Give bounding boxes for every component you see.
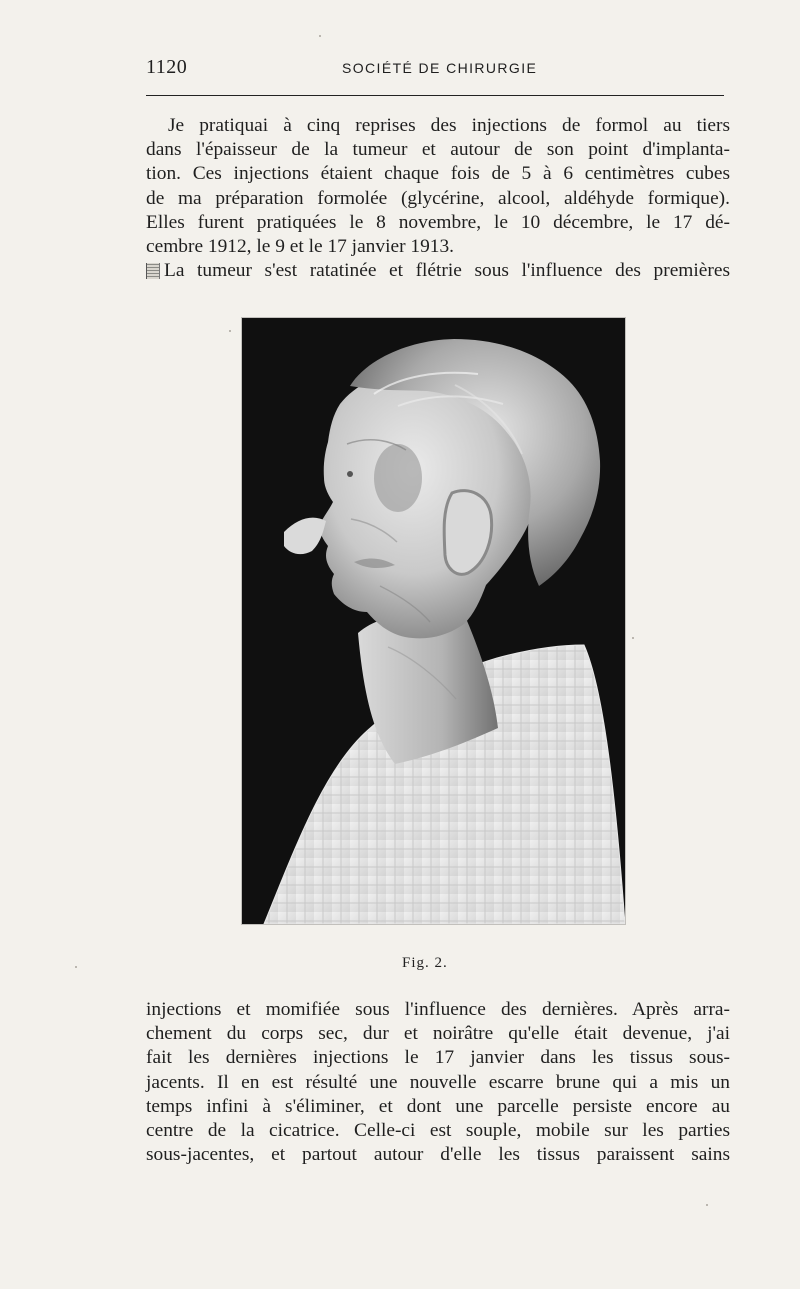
body-line: cembre 1912, le 9 et le 17 janvier 1913. [146,236,454,258]
header-rule [146,95,724,96]
body-line: sous-jacentes, et partout autour d'elle les tissus paraissent sains [146,1144,730,1166]
body-line: tion. Ces injections étaient chaque fois de 5 à 6 centimètres cubes [146,163,730,185]
portrait-illustration [242,318,625,924]
body-line: Je pratiquai à cinq reprises des injections de formol au tiers [168,115,730,136]
paper-speck [75,966,77,968]
body-line: temps infini à s'éliminer, et dont une parcelle persiste encore au [146,1095,730,1117]
eye [347,471,353,477]
running-head: SOCIÉTÉ DE CHIRURGIE [342,60,538,76]
body-line: injections et momifiée sous l'influence des dernières. Après arra- [146,999,730,1020]
body-line: dans l'épaisseur de la tumeur et autour de son point d'implanta- [146,139,730,161]
body-line: chement du corps sec, dur et noirâtre qu'elle était devenue, j'ai [146,1023,730,1045]
page-header [146,56,724,86]
figure-photograph [242,318,625,924]
body-line: de ma préparation formolée (glycérine, alcool, aldéhyde formique). [146,187,730,209]
paper-speck [632,637,634,639]
paper-speck [706,1204,708,1206]
body-line-with-mark [146,259,730,283]
figure-caption: Fig. 2. [402,955,448,971]
paper-speck [229,330,231,332]
paper-speck [319,35,321,37]
body-line: jacents. Il en est résulté une nouvelle escarre brune qui a mis un [146,1071,730,1093]
body-line: La tumeur s'est ratatinée et flétrie sous l'influence des premières [164,260,730,282]
body-line: Elles furent pratiquées le 8 novembre, le 10 décembre, le 17 dé- [146,211,730,233]
lesion [374,444,422,512]
printer-mark-icon [146,263,160,279]
body-text-bottom [146,998,730,1167]
body-line: fait les dernières injections le 17 janvier dans les tissus sous- [146,1047,730,1069]
body-text-top [146,114,730,283]
page-number: 1120 [146,56,188,78]
body-line: centre de la cicatrice. Celle-ci est souple, mobile sur les parties [146,1120,730,1142]
